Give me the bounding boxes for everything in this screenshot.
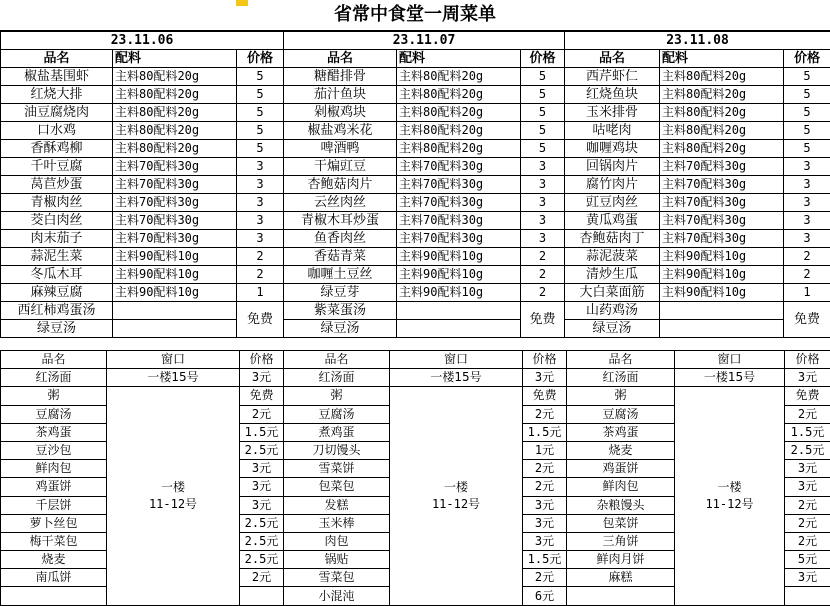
- dish-ingredients: 主料80配料20g: [113, 104, 237, 122]
- dish-ingredients: 主料80配料20g: [660, 86, 784, 104]
- dish-price: 3: [521, 230, 565, 248]
- snack-price: 2元: [523, 460, 567, 478]
- table-gap: [0, 338, 830, 350]
- dish-name: 蒜泥菠菜: [565, 248, 660, 266]
- dish-price: 3: [237, 230, 284, 248]
- dish-price: 5: [521, 68, 565, 86]
- dish-name: 剁椒鸡块: [284, 104, 397, 122]
- snack-name: 三角饼: [567, 532, 675, 550]
- dish-ingredients: 主料80配料20g: [660, 104, 784, 122]
- snack-name: 南瓜饼: [1, 569, 107, 587]
- snack-price: [240, 587, 284, 605]
- snack-header-row: [1, 351, 830, 369]
- header-ingredients: 配料: [397, 50, 521, 68]
- snack-price: 3元: [240, 478, 284, 496]
- dish-name: 口水鸡: [1, 122, 113, 140]
- dish-name: 大白菜面筋: [565, 284, 660, 302]
- snack-window-main: [107, 387, 240, 605]
- snack-name: [1, 587, 107, 605]
- snack-name: 豆腐汤: [1, 405, 107, 423]
- snack-price: 2元: [523, 569, 567, 587]
- dish-price: 3: [784, 230, 830, 248]
- snack-price: 1.5元: [785, 423, 830, 441]
- dish-ingredients: 主料80配料20g: [660, 140, 784, 158]
- snack-price: 3元: [785, 369, 830, 387]
- dish-price: 1: [237, 284, 284, 302]
- dish-ingredients: 主料70配料30g: [660, 212, 784, 230]
- snack-name: 烧麦: [567, 441, 675, 459]
- dish-price: 5: [784, 68, 830, 86]
- snack-price: 2元: [240, 405, 284, 423]
- dish-price: 5: [521, 86, 565, 104]
- snack-name: 麻糕: [567, 569, 675, 587]
- dish-price: 3: [784, 176, 830, 194]
- dish-ingredients: 主料90配料10g: [660, 248, 784, 266]
- table-row: [1, 158, 830, 176]
- dish-price: 3: [784, 212, 830, 230]
- dish-name: 冬瓜木耳: [1, 266, 113, 284]
- dish-price: 5: [521, 122, 565, 140]
- snack-price: 2.5元: [240, 441, 284, 459]
- snack-price: 3元: [240, 369, 284, 387]
- dish-price: 5: [784, 122, 830, 140]
- snack-price: 1.5元: [523, 423, 567, 441]
- dish-ingredients: 主料80配料20g: [113, 140, 237, 158]
- dish-ingredients: 主料70配料30g: [660, 158, 784, 176]
- snack-price: 2元: [785, 532, 830, 550]
- dish-ingredients: 主料70配料30g: [397, 212, 521, 230]
- snack-price: 免费: [240, 387, 284, 405]
- snack-price: 3元: [523, 514, 567, 532]
- dish-ingredients: 主料90配料10g: [660, 266, 784, 284]
- soup-name: 绿豆汤: [565, 320, 660, 338]
- snack-name: 煮鸡蛋: [284, 423, 390, 441]
- snack-price: 2.5元: [240, 532, 284, 550]
- snack-window-main: [390, 387, 523, 605]
- header-window: 窗口: [107, 351, 240, 369]
- dish-ingredients: 主料90配料10g: [113, 266, 237, 284]
- dish-ingredients: 主料80配料20g: [397, 104, 521, 122]
- snack-name: 小混沌: [284, 587, 390, 605]
- snack-price: 3元: [240, 460, 284, 478]
- snack-price: [785, 587, 830, 605]
- snack-price: 免费: [785, 387, 830, 405]
- soup-name: 山药鸡汤: [565, 302, 660, 320]
- dish-name: 青椒木耳炒蛋: [284, 212, 397, 230]
- soup-free: 免费: [784, 302, 830, 338]
- snack-name: 刀切馒头: [284, 441, 390, 459]
- snack-price: 1元: [523, 441, 567, 459]
- dish-name: 香酥鸡柳: [1, 140, 113, 158]
- header-name: 品名: [284, 50, 397, 68]
- dish-ingredients: 主料90配料10g: [397, 266, 521, 284]
- dish-name: 咖喱土豆丝: [284, 266, 397, 284]
- dish-name: 莴苣炒蛋: [1, 176, 113, 194]
- dish-price: 3: [784, 194, 830, 212]
- dish-name: 腐竹肉片: [565, 176, 660, 194]
- soup-empty: [660, 302, 784, 320]
- dish-name: 咖喱鸡块: [565, 140, 660, 158]
- header-name: 品名: [1, 351, 107, 369]
- table-row: [1, 68, 830, 86]
- dish-price: 2: [237, 248, 284, 266]
- header-ingredients: 配料: [660, 50, 784, 68]
- table-row: [1, 104, 830, 122]
- snack-name: 包菜包: [284, 478, 390, 496]
- dish-price: 5: [237, 104, 284, 122]
- snack-name: 萝卜丝包: [1, 514, 107, 532]
- snack-price: 2元: [523, 478, 567, 496]
- header-row: [1, 50, 830, 68]
- table-row: [1, 86, 830, 104]
- header-price: 价格: [785, 351, 830, 369]
- soup-name: 西红柿鸡蛋汤: [1, 302, 113, 320]
- dish-name: 青椒肉丝: [1, 194, 113, 212]
- dish-ingredients: 主料70配料30g: [397, 194, 521, 212]
- dish-ingredients: 主料80配料20g: [113, 68, 237, 86]
- dish-price: 3: [784, 158, 830, 176]
- table-row: [1, 248, 830, 266]
- header-ingredients: 配料: [113, 50, 237, 68]
- dish-ingredients: 主料90配料10g: [660, 284, 784, 302]
- snack-price: 2元: [785, 496, 830, 514]
- snack-name: 杂粮馒头: [567, 496, 675, 514]
- table-row: [1, 194, 830, 212]
- dish-price: 2: [237, 266, 284, 284]
- snack-name: 豆腐汤: [284, 405, 390, 423]
- dish-price: 5: [237, 86, 284, 104]
- dish-price: 2: [521, 266, 565, 284]
- dish-ingredients: 主料70配料30g: [113, 212, 237, 230]
- dish-price: 5: [237, 140, 284, 158]
- snack-name: 粥: [284, 387, 390, 405]
- dish-ingredients: 主料80配料20g: [397, 68, 521, 86]
- snack-name: 茶鸡蛋: [1, 423, 107, 441]
- snack-name: 千层饼: [1, 496, 107, 514]
- dish-menu-table: [0, 31, 830, 338]
- dish-name: 干煸豇豆: [284, 158, 397, 176]
- snack-name: 豆腐汤: [567, 405, 675, 423]
- soup-empty: [397, 320, 521, 338]
- snack-price: 3元: [523, 369, 567, 387]
- dish-name: 鱼香肉丝: [284, 230, 397, 248]
- snack-price: 3元: [785, 569, 830, 587]
- dish-name: 回锅肉片: [565, 158, 660, 176]
- dish-name: 蒜泥生菜: [1, 248, 113, 266]
- snack-price: 3元: [523, 532, 567, 550]
- dish-price: 3: [521, 176, 565, 194]
- snack-price: 5元: [785, 551, 830, 569]
- dish-name: 茭白肉丝: [1, 212, 113, 230]
- dish-ingredients: 主料70配料30g: [113, 176, 237, 194]
- header-name: 品名: [567, 351, 675, 369]
- snack-window-top: 一楼15号: [390, 369, 523, 387]
- dish-price: 5: [784, 86, 830, 104]
- snack-price: 3元: [785, 478, 830, 496]
- soup-row: [1, 320, 830, 338]
- header-name: 品名: [1, 50, 113, 68]
- snack-price: 6元: [523, 587, 567, 605]
- table-row: [1, 176, 830, 194]
- dish-price: 3: [521, 212, 565, 230]
- snack-name: 鸡蛋饼: [1, 478, 107, 496]
- table-row: [1, 266, 830, 284]
- dish-ingredients: 主料70配料30g: [113, 194, 237, 212]
- snack-name: 红汤面: [1, 369, 107, 387]
- dish-price: 2: [784, 266, 830, 284]
- dish-ingredients: 主料80配料20g: [397, 122, 521, 140]
- dish-ingredients: 主料70配料30g: [397, 176, 521, 194]
- window-floor: 一楼: [675, 479, 784, 496]
- window-number: 11-12号: [390, 496, 522, 513]
- snack-name: 豆沙包: [1, 441, 107, 459]
- dish-name: 云丝肉丝: [284, 194, 397, 212]
- header-price: 价格: [784, 50, 830, 68]
- soup-empty: [113, 302, 237, 320]
- snack-price: 2元: [240, 569, 284, 587]
- snack-price: 1.5元: [240, 423, 284, 441]
- header-name: 品名: [284, 351, 390, 369]
- dish-price: 3: [521, 194, 565, 212]
- menu-title: 省常中食堂一周菜单: [0, 0, 830, 31]
- dish-ingredients: 主料70配料30g: [397, 230, 521, 248]
- snack-name: 鲜肉包: [567, 478, 675, 496]
- dish-price: 3: [521, 158, 565, 176]
- dish-price: 3: [237, 194, 284, 212]
- dish-price: 1: [784, 284, 830, 302]
- snack-name: 红汤面: [567, 369, 675, 387]
- soup-name: 绿豆汤: [1, 320, 113, 338]
- snack-price: 免费: [523, 387, 567, 405]
- snack-name: 发糕: [284, 496, 390, 514]
- dish-ingredients: 主料80配料20g: [113, 122, 237, 140]
- snack-name: 鲜肉月饼: [567, 551, 675, 569]
- table-row: [1, 122, 830, 140]
- soup-name: 绿豆汤: [284, 320, 397, 338]
- header-price: 价格: [523, 351, 567, 369]
- day-date: 23.11.06: [1, 32, 284, 50]
- snack-name: 肉包: [284, 532, 390, 550]
- dish-ingredients: 主料90配料10g: [397, 248, 521, 266]
- dish-name: 椒盐基围虾: [1, 68, 113, 86]
- dish-name: 啤酒鸭: [284, 140, 397, 158]
- snack-menu-table: [0, 350, 830, 606]
- snack-name: 梅干菜包: [1, 532, 107, 550]
- snack-name: 粥: [567, 387, 675, 405]
- snack-price: 2.5元: [240, 551, 284, 569]
- dish-name: 西芹虾仁: [565, 68, 660, 86]
- dish-name: 杏鲍菇肉片: [284, 176, 397, 194]
- snack-price: 2元: [785, 405, 830, 423]
- soup-empty: [660, 320, 784, 338]
- window-floor: 一楼: [107, 479, 239, 496]
- snack-name: 玉米棒: [284, 514, 390, 532]
- dish-ingredients: 主料90配料10g: [113, 284, 237, 302]
- snack-window-main: [675, 387, 785, 605]
- dish-name: 千叶豆腐: [1, 158, 113, 176]
- snack-window-top: 一楼15号: [107, 369, 240, 387]
- snack-name: 烧麦: [1, 551, 107, 569]
- dish-ingredients: 主料90配料10g: [397, 284, 521, 302]
- date-row: [1, 32, 830, 50]
- snack-name: [567, 587, 675, 605]
- dish-name: 红烧鱼块: [565, 86, 660, 104]
- header-price: 价格: [240, 351, 284, 369]
- dish-ingredients: 主料70配料30g: [397, 158, 521, 176]
- day-date: 23.11.07: [284, 32, 565, 50]
- dish-ingredients: 主料80配料20g: [397, 86, 521, 104]
- dish-name: 黄瓜鸡蛋: [565, 212, 660, 230]
- snack-name: 茶鸡蛋: [567, 423, 675, 441]
- dish-name: 咕咾肉: [565, 122, 660, 140]
- dish-price: 2: [521, 248, 565, 266]
- header-name: 品名: [565, 50, 660, 68]
- soup-name: 紫菜蛋汤: [284, 302, 397, 320]
- dish-ingredients: 主料90配料10g: [113, 248, 237, 266]
- dish-ingredients: 主料80配料20g: [397, 140, 521, 158]
- dish-ingredients: 主料70配料30g: [660, 176, 784, 194]
- dish-ingredients: 主料80配料20g: [113, 86, 237, 104]
- table-row: [1, 284, 830, 302]
- snack-price: 3元: [523, 496, 567, 514]
- selected-cell-marker[interactable]: [236, 0, 248, 6]
- snack-name: 锅贴: [284, 551, 390, 569]
- snack-name: 包菜饼: [567, 514, 675, 532]
- dish-name: 糖醋排骨: [284, 68, 397, 86]
- dish-name: 茄汁鱼块: [284, 86, 397, 104]
- table-row: [1, 387, 830, 405]
- dish-price: 5: [521, 140, 565, 158]
- dish-price: 5: [784, 104, 830, 122]
- dish-price: 5: [237, 122, 284, 140]
- snack-name: 雪菜包: [284, 569, 390, 587]
- dish-price: 3: [237, 176, 284, 194]
- window-number: 11-12号: [107, 496, 239, 513]
- dish-name: 杏鲍菇肉丁: [565, 230, 660, 248]
- soup-empty: [397, 302, 521, 320]
- dish-ingredients: 主料80配料20g: [660, 122, 784, 140]
- snack-name: 雪菜饼: [284, 460, 390, 478]
- window-number: 11-12号: [675, 496, 784, 513]
- soup-row: [1, 302, 830, 320]
- day-date: 23.11.08: [565, 32, 830, 50]
- dish-price: 2: [784, 248, 830, 266]
- dish-price: 5: [784, 140, 830, 158]
- dish-ingredients: 主料70配料30g: [660, 194, 784, 212]
- snack-name: 鸡蛋饼: [567, 460, 675, 478]
- table-row: [1, 369, 830, 387]
- dish-name: 豇豆肉丝: [565, 194, 660, 212]
- dish-name: 绿豆芽: [284, 284, 397, 302]
- snack-price: 3元: [240, 496, 284, 514]
- table-row: [1, 230, 830, 248]
- soup-empty: [113, 320, 237, 338]
- snack-name: 粥: [1, 387, 107, 405]
- dish-name: 香菇青菜: [284, 248, 397, 266]
- header-window: 窗口: [390, 351, 523, 369]
- snack-price: 2元: [523, 405, 567, 423]
- snack-price: 1.5元: [523, 551, 567, 569]
- dish-price: 5: [237, 68, 284, 86]
- soup-free: 免费: [237, 302, 284, 338]
- table-row: [1, 212, 830, 230]
- dish-name: 红烧大排: [1, 86, 113, 104]
- soup-free: 免费: [521, 302, 565, 338]
- snack-price: 2.5元: [240, 514, 284, 532]
- dish-ingredients: 主料70配料30g: [660, 230, 784, 248]
- table-row: [1, 140, 830, 158]
- dish-name: 麻辣豆腐: [1, 284, 113, 302]
- header-window: 窗口: [675, 351, 785, 369]
- dish-ingredients: 主料80配料20g: [660, 68, 784, 86]
- dish-name: 肉末茄子: [1, 230, 113, 248]
- snack-name: 红汤面: [284, 369, 390, 387]
- dish-price: 5: [521, 104, 565, 122]
- dish-price: 3: [237, 212, 284, 230]
- snack-price: 2元: [785, 514, 830, 532]
- snack-name: 鲜肉包: [1, 460, 107, 478]
- dish-name: 油豆腐烧肉: [1, 104, 113, 122]
- dish-price: 3: [237, 158, 284, 176]
- dish-name: 椒盐鸡米花: [284, 122, 397, 140]
- dish-ingredients: 主料70配料30g: [113, 230, 237, 248]
- header-price: 价格: [237, 50, 284, 68]
- header-price: 价格: [521, 50, 565, 68]
- window-floor: 一楼: [390, 479, 522, 496]
- dish-name: 清炒生瓜: [565, 266, 660, 284]
- snack-window-top: 一楼15号: [675, 369, 785, 387]
- dish-ingredients: 主料70配料30g: [113, 158, 237, 176]
- snack-price: 3元: [785, 460, 830, 478]
- dish-price: 2: [521, 284, 565, 302]
- snack-price: 2.5元: [785, 441, 830, 459]
- dish-name: 玉米排骨: [565, 104, 660, 122]
